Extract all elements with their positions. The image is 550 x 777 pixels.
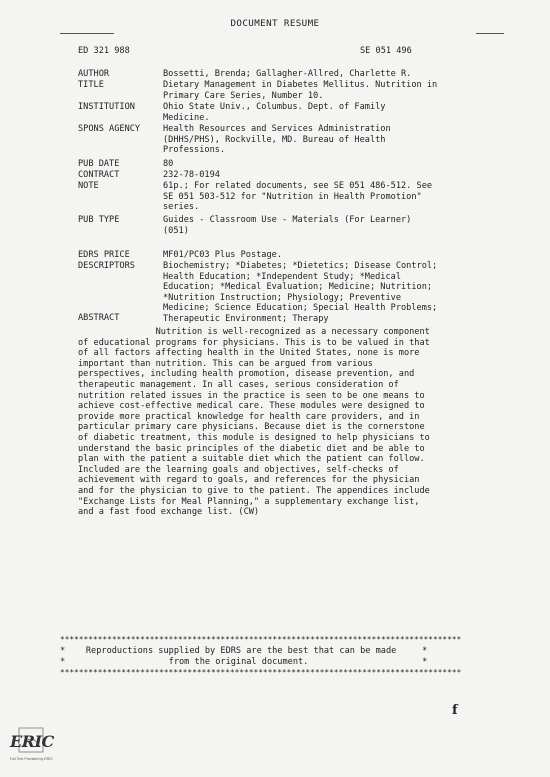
handwritten-mark: f: [452, 703, 458, 718]
field-label-pub-type: PUB TYPE: [78, 215, 120, 225]
footer-stars-top: *************************************************************************************: [60, 635, 462, 644]
field-value-pub-type: Guides - Classroom Use - Materials (For Learner) (051): [163, 215, 412, 236]
abstract-text: Nutrition is well-recognized as a necessary component of educational programs for physicians. This is to be valued in that of all factors affecting health in the United States, none is more important than nutrition. This can be argued from various perspectives, including health promotion, disease prevention, and therapeutic management. In all cases, serious consideration of nutrition related issues in the practice is seen to be one means to achieve cost-effective medical care. These modules were designed to provide more practical knowledge for health care providers, and in particular primary care physicians. Because diet is the cornerstone of diabetic treatment, this module is designed to help physicians to understand the basic principles of the diabetic diet and be able to plan with the patient a suitable diet which the patient can follow. Included are the learning goals and objectives, self-checks of achievement with regard to goals, and references for the physician and for the physician to give to the patient. The appendices include "Exchange Lists for Meal Planning," a supplementary exchange list, and a fast food exchange list. (CW): [78, 327, 430, 518]
field-value-descriptors: Biochemistry; *Diabetes; *Dietetics; Disease Control; Health Education; *Independent Study; *Medical Education; *Medical Evaluation; Medicine; Nutrition; *Nutrition Instruction; Physiology; Preventive Medicine; Science Education; Special Health Problems; Therapeutic Environment; Therapy: [163, 261, 438, 324]
field-label-title: TITLE: [78, 80, 104, 90]
document-title: DOCUMENT RESUME: [230, 18, 320, 29]
header-rule-right: [476, 33, 504, 34]
field-label-author: AUTHOR: [78, 69, 110, 79]
ed-number: ED 321 988: [78, 46, 130, 56]
field-value-spons-agency: Health Resources and Services Administration (DHHS/PHS), Rockville, MD. Bureau of Health Professions.: [163, 124, 391, 156]
footer-reproduction-line-1: * Reproductions supplied by EDRS are the best that can be made *: [60, 646, 428, 656]
field-label-contract: CONTRACT: [78, 170, 120, 180]
field-value-author: Bossetti, Brenda; Gallagher-Allred, Charlette R.: [163, 69, 412, 79]
field-value-pub-date: 80: [163, 159, 174, 169]
header-rule-left: [60, 33, 114, 34]
field-value-institution: Ohio State Univ., Columbus. Dept. of Family Medicine.: [163, 102, 386, 123]
se-number: SE 051 496: [360, 46, 412, 56]
field-value-edrs-price: MF01/PC03 Plus Postage.: [163, 250, 282, 260]
footer-reproduction-line-2: * from the original document. *: [60, 657, 428, 667]
field-label-edrs-price: EDRS PRICE: [78, 250, 130, 260]
field-value-contract: 232-78-0194: [163, 170, 220, 180]
field-label-institution: INSTITUTION: [78, 102, 135, 112]
eric-logo: ERIC: [10, 732, 54, 751]
abstract-heading: ABSTRACT: [78, 313, 120, 323]
eric-logo-tagline: Full Text Provided by ERIC: [10, 757, 53, 761]
field-label-descriptors: DESCRIPTORS: [78, 261, 135, 271]
field-label-note: NOTE: [78, 181, 99, 191]
field-label-pub-date: PUB DATE: [78, 159, 120, 169]
field-value-note: 61p.; For related documents, see SE 051 486-512. See SE 051 503-512 for "Nutrition in Health Promotion" series.: [163, 181, 433, 213]
footer-stars-bottom: *************************************************************************************: [60, 668, 462, 677]
field-label-spons-agency: SPONS AGENCY: [78, 124, 141, 134]
field-value-title: Dietary Management in Diabetes Mellitus. Nutrition in Primary Care Series, Number 10.: [163, 80, 438, 101]
